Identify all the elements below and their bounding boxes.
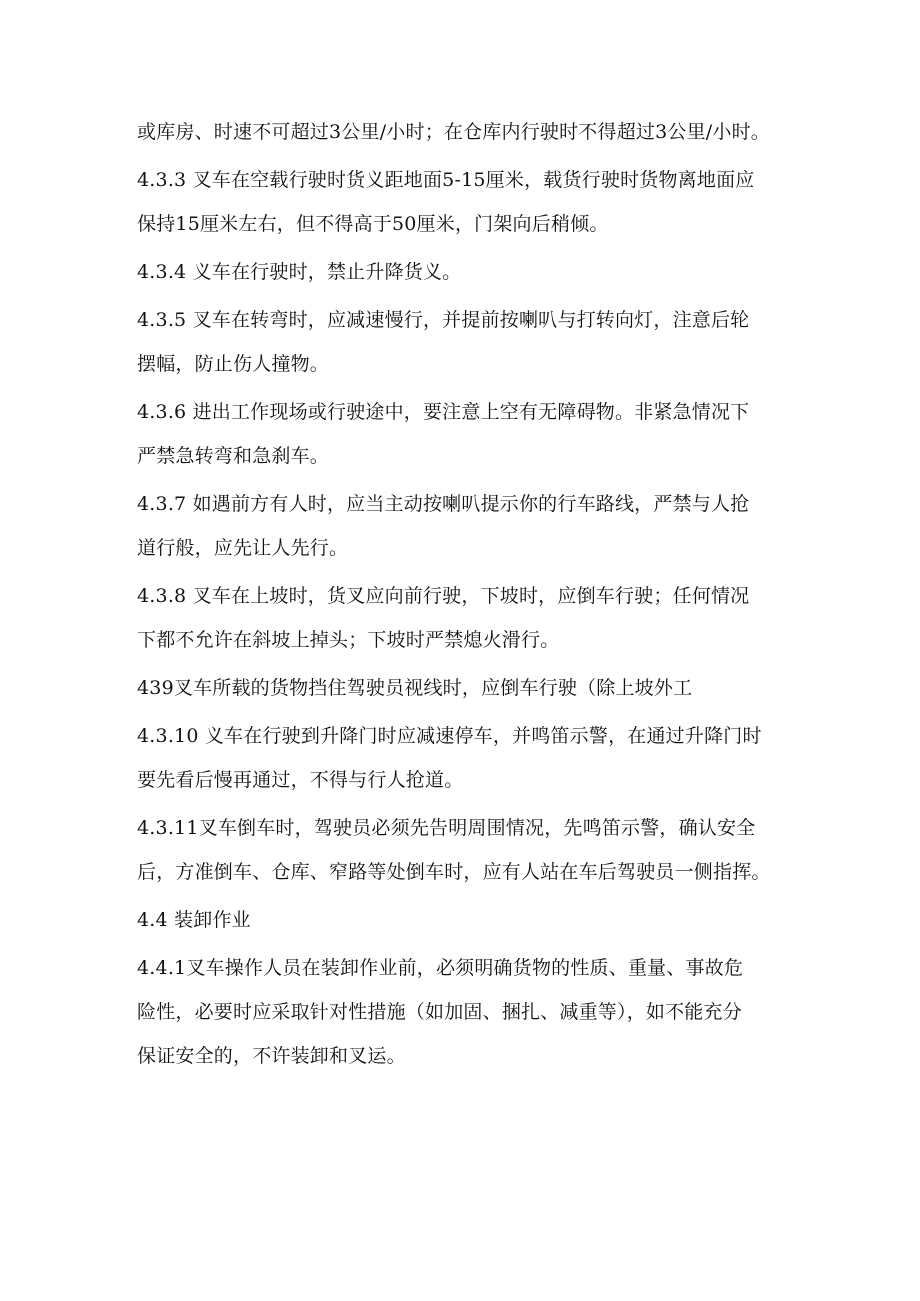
text-line: 4.3.6 进出工作现场或行驶途中，要注意上空有无障碍物。非紧急情况下	[137, 401, 750, 423]
text-line: 4.3.5 叉车在转弯时，应减速慢行，并提前按喇叭与打转向灯，注意后轮	[137, 309, 750, 331]
text-line: 4.3.3 叉车在空载行驶时货义距地面5-15厘米，载货行驶时货物离地面应	[137, 169, 755, 191]
text-line: 4.3.8 叉车在上坡时，货叉应向前行驶，下坡时，应倒车行驶；任何情况	[137, 585, 750, 607]
text-line: 4.3.4 义车在行驶时，禁止升降货义。	[137, 261, 462, 283]
document-body	[137, 114, 837, 1074]
text-line: 要先看后慢再通过，不得与行人抢道。	[137, 769, 464, 791]
text-line: 439叉车所载的货物挡住驾驶员视线时，应倒车行驶（除上坡外工	[137, 677, 693, 699]
text-line: 保持15厘米左右，但不得高于50厘米，门架向后稍倾。	[137, 213, 609, 235]
text-line: 4.3.7 如遇前方有人时，应当主动按喇叭提示你的行车路线，严禁与人抢	[137, 493, 750, 515]
text-line: 险性，必要时应采取针对性措施（如加固、捆扎、减重等），如不能充分	[137, 1001, 742, 1023]
text-line: 4.4.1叉车操作人员在装卸作业前，必须明确货物的性质、重量、事故危	[137, 957, 744, 979]
text-line: 4.3.10 义车在行驶到升降门时应减速停车，并鸣笛示警，在通过升降门时	[137, 725, 762, 747]
text-line: 4.3.11叉车倒车时，驾驶员必须先告明周围情况，先鸣笛示警，确认安全	[137, 817, 756, 839]
text-line: 后，方准倒车、仓库、窄路等处倒车时，应有人站在车后驾驶员一侧指挥。	[137, 861, 771, 883]
section-heading: 4.4 装卸作业	[137, 909, 251, 931]
text-line: 严禁急转弯和急刹车。	[137, 445, 330, 467]
text-line: 或库房、时速不可超过3公里/小时；在仓库内行驶时不得超过3公里/小时。	[137, 121, 770, 143]
text-line: 保证安全的，不许装卸和叉运。	[137, 1045, 406, 1067]
text-line: 摆幅，防止伤人撞物。	[137, 353, 330, 375]
text-line: 道行般，应先让人先行。	[137, 537, 349, 559]
text-line: 下都不允许在斜坡上掉头；下坡时严禁熄火滑行。	[137, 629, 560, 651]
